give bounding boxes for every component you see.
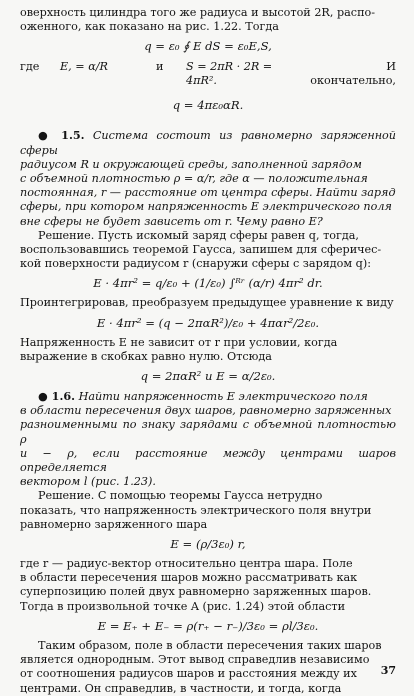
problem-1-6-line: в области пересечения двух шаров, равномерно заряженных <box>20 404 392 418</box>
problem-1-6-line: вектором l (рис. 1.23). <box>20 475 156 489</box>
equation-superposition: E = E₊ + E₋ = ρ(r₊ − r₋)/3ε₀ = ρl/3ε₀. <box>97 618 319 633</box>
solution-1-6-line: равномерно заряженного шара <box>20 517 208 531</box>
problem-1-5-line: радиусом R и окружающей среды, заполненной зарядом <box>20 157 362 171</box>
problem-1-5-line: сферы, при котором напряженность E электрического поля <box>20 200 392 214</box>
conclusion-line: является однородным. Этот вывод справедлив независимо <box>20 653 370 667</box>
conclusion-line: от соотношения радиусов шаров и расстояния между их <box>20 667 357 681</box>
equation-ball-field: E = (ρ/3ε₀) r, <box>170 537 246 552</box>
equation-flux: q = ε₀ ∮ E dS = ε₀E,S, <box>144 39 272 54</box>
conclusion-line: центрами. Он справедлив, в частности, и тогда, когда <box>20 681 342 695</box>
text-line: суперпозицию полей двух равномерно заряженных шаров. <box>20 585 372 599</box>
equation-row-definitions <box>20 60 396 88</box>
solution-1-6-line: показать, что напряженность электрического поля внутри <box>20 503 372 517</box>
word-where: где <box>20 60 40 74</box>
solution-1-5-line: кой поверхности радиусом r (снаружи сферы с зарядом q): <box>20 257 371 271</box>
text-line: Тогда в произвольной точке A (рис. 1.24) этой области <box>20 599 346 613</box>
problem-1-6-line: разноименными по знаку зарядами с объемной плотностью ρ <box>20 418 396 446</box>
text-line: Проинтегрировав, преобразуем предыдущее уравнение к виду <box>20 296 394 310</box>
problem-1-6-line: ● 1.6. Найти напряженность E электрического поля <box>38 389 368 404</box>
solution-1-5-line: Решение. Пусть искомый заряд сферы равен q, тогда, <box>38 228 359 242</box>
text-line: Напряженность E не зависит от r при условии, когда <box>20 335 338 349</box>
equation-charge-result: q = 4πε₀αR. <box>172 98 244 113</box>
page-number: 37 <box>380 664 396 677</box>
solution-1-6-line: Решение. С помощью теоремы Гаусса нетрудно <box>38 489 323 503</box>
problem-1-5-line: с объемной плотностью ρ = α/r, где α — положительная <box>20 172 368 186</box>
problem-number: ● 1.5. <box>38 128 85 143</box>
text-line: оженного, как показано на рис. 1.22. Тогда <box>20 20 279 34</box>
text-line: выражение в скобках равно нулю. Отсюда <box>20 349 272 363</box>
problem-1-5-line: ● 1.5. Система состоит из равномерно заряженной сферы <box>20 128 396 157</box>
text-line: оверхность цилиндра того же радиуса и высотой 2R, распо- <box>20 6 376 19</box>
solution-1-5-line: воспользовавшись теоремой Гаусса, запишем для сферичес- <box>20 243 382 257</box>
equation-integrated: E · 4πr² = (q − 2παR²)/ε₀ + 4παr²/2ε₀. <box>96 315 320 330</box>
problem-1-6-line: и − ρ, если расстояние между центрами шаров определяется <box>20 446 396 475</box>
equation-field: E, = α/R <box>60 60 108 74</box>
text-line: где r — радиус-вектор относительно центра шара. Поле <box>20 557 353 571</box>
conclusion-line: Таким образом, поле в области пересечения таких шаров <box>38 638 382 652</box>
problem-1-5-line: постоянная, r — расстояние от центра сферы. Найти заряд <box>20 186 396 200</box>
text-line: в области пересечения шаров можно рассматривать как <box>20 571 358 585</box>
problem-number: ● 1.6. <box>38 389 76 404</box>
problem-1-5-line: вне сферы не будет зависеть от r. Чему равно E? <box>20 214 323 228</box>
word-and: и <box>156 60 164 74</box>
equation-gauss: E · 4πr² = q/ε₀ + (1/ε₀) ∫ᴿʳ (α/r) 4πr² dr. <box>93 276 323 291</box>
text-finally: И окончательно, <box>310 60 396 88</box>
equation-area: S = 2πR · 2R = 4πR². <box>186 60 273 88</box>
equation-answer-1-5: q = 2παR² и E = α/2ε₀. <box>140 369 276 384</box>
